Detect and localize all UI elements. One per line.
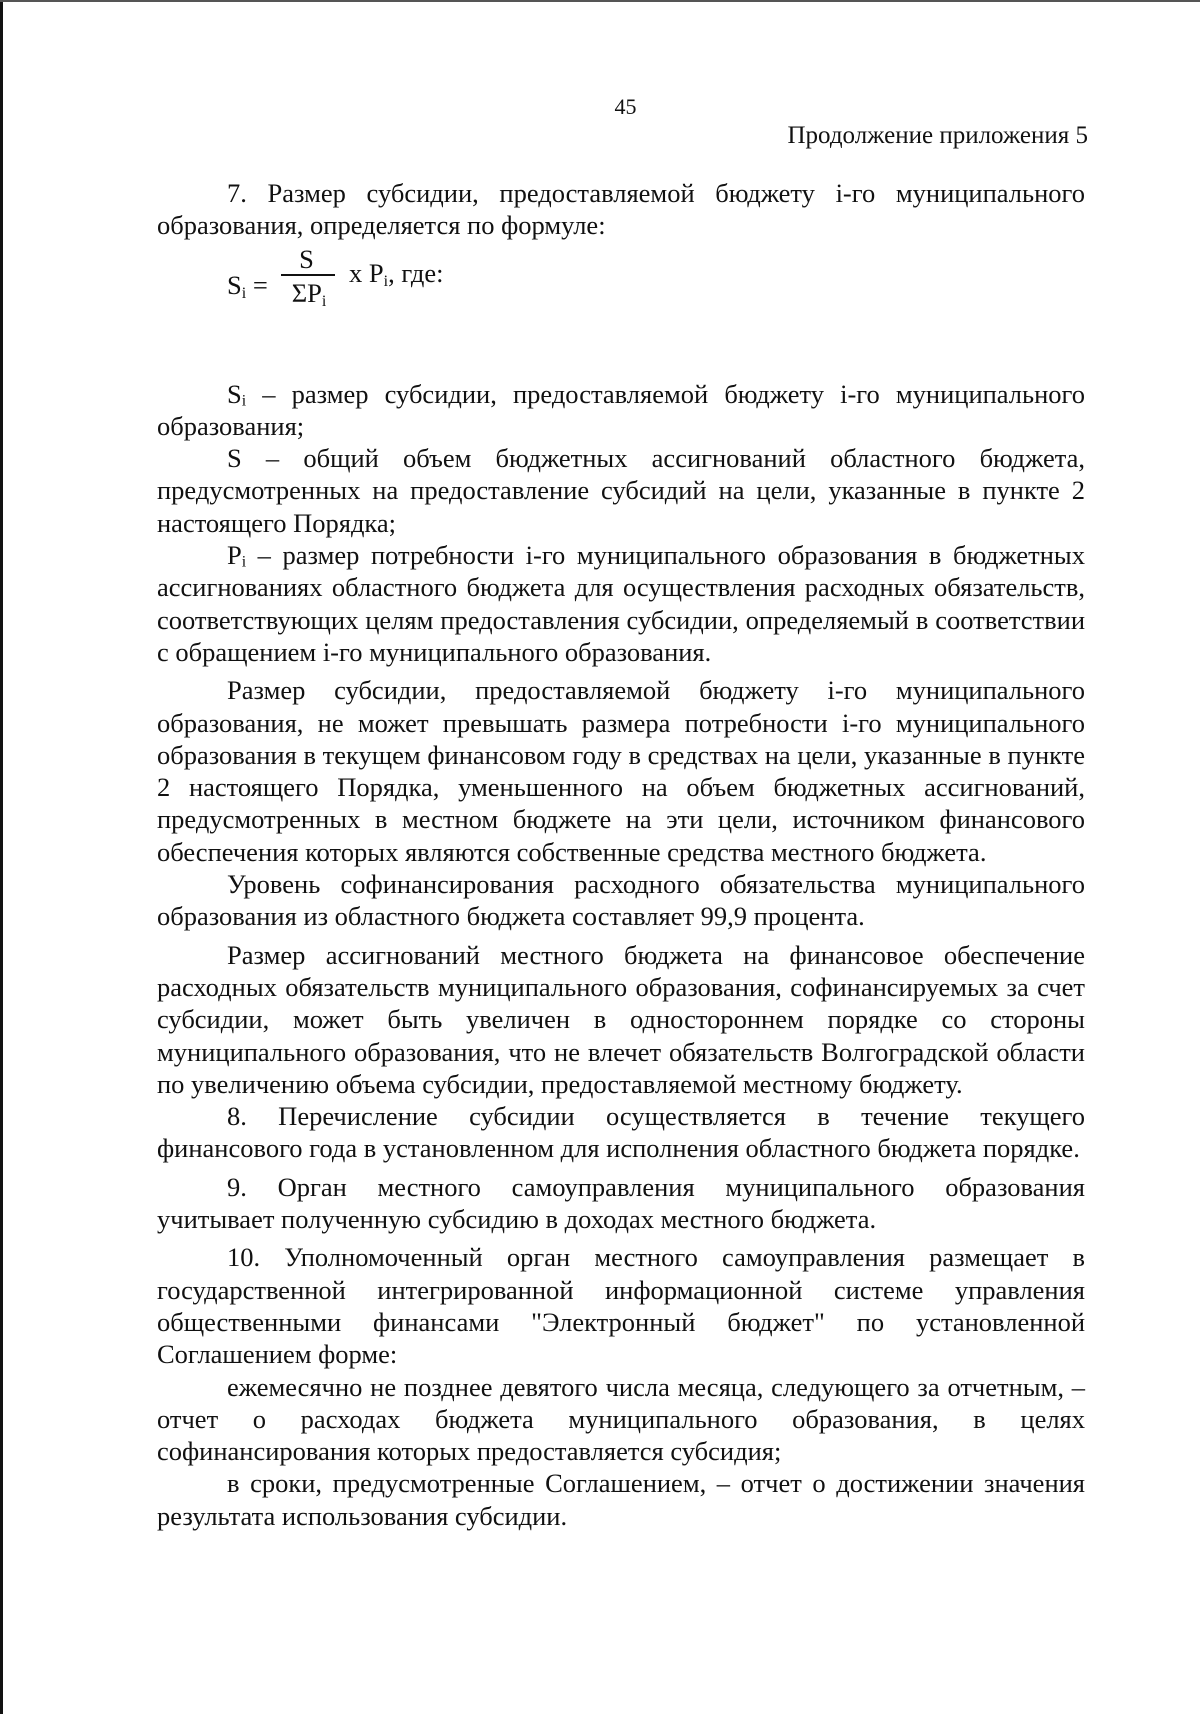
paragraph-7: 7. Размер субсидии, предоставляемой бюджету i-го муниципального образования, определяется по формуле:: [157, 178, 1085, 241]
paragraph-monthly-report: ежемесячно не позднее девятого числа месяца, следующего за отчетным, – отчет о расходах бюджета муниципального образования, в целях софинансирования которых предоставляется субсидия;: [157, 1371, 1085, 1467]
definition-s: S – общий объем бюджетных ассигнований областного бюджета, предусмотренных на предоставление субсидий на цели, указанные в пункте 2 настоящего Порядка;: [157, 443, 1085, 538]
document-body: [157, 177, 1085, 1532]
paragraph-8: 8. Перечисление субсидии осуществляется в течение текущего финансового года в установленном для исполнения областного бюджета порядке.: [157, 1101, 1085, 1164]
page-number: 45: [614, 94, 637, 119]
paragraph-result-report: в сроки, предусмотренные Соглашением, – отчет о достижении значения результата использования субсидии.: [157, 1468, 1085, 1531]
definition-si: Sᵢ – размер субсидии, предоставляемой бюджету i-го муниципального образования;: [157, 378, 1085, 441]
paragraph-10: 10. Уполномоченный орган местного самоуправления размещает в государственной интегрированной информационной системе управления общественными финансами "Электронный бюджет" по установленной Соглашением форме:: [157, 1242, 1085, 1370]
paragraph-cofinancing-level: Уровень софинансирования расходного обязательства муниципального образования из областного бюджета составляет 99,9 процента.: [157, 869, 1085, 932]
paragraph-subsidy-limit: Размер субсидии, предоставляемой бюджету i-го муниципального образования, не может превышать размера потребности i-го муниципального образования в текущем финансовом году в средствах на цели, указанные в пункте 2 настоящего Порядка, уменьшенного на объем бюджетных ассигнований, предусмотренных в местном бюджете на эти цели, источником финансового обеспечения которых являются собственные средства местного бюджета.: [157, 675, 1085, 867]
formula-rhs: x $P_i$, где:: [349, 257, 444, 290]
definition-pi: Pᵢ – размер потребности i-го муниципального образования в бюджетных ассигнованиях областного бюджета для осуществления расходных обязательств, соответствующих целям предоставления субсидии, определяемый в соответствии с обращением i-го муниципального образования.: [157, 540, 1085, 667]
scan-edge-left: [0, 0, 3, 1714]
appendix-note: Продолжение приложения 5: [787, 122, 1088, 149]
paragraph-9: 9. Орган местного самоуправления муниципального образования учитывает полученную субсидию в доходах местного бюджета.: [157, 1171, 1085, 1235]
paragraph-local-budget-increase: Размер ассигнований местного бюджета на финансовое обеспечение расходных обязательств муниципального образования, софинансируемых за счет субсидии, может быть увеличен в одностороннем порядке со стороны муниципального образования, что не влечет обязательств Волгоградской области по увеличению объема субсидии, предоставляемой местному бюджету.: [157, 939, 1085, 1099]
formula-numerator: S: [299, 243, 314, 274]
formula-lhs: $S_i$ =: [227, 269, 268, 302]
formula-denominator: $\Sigma P_i$: [291, 277, 327, 310]
subsidy-formula: [157, 243, 1085, 335]
fraction-bar: [281, 274, 335, 276]
scan-edge-top: [0, 0, 1200, 2]
